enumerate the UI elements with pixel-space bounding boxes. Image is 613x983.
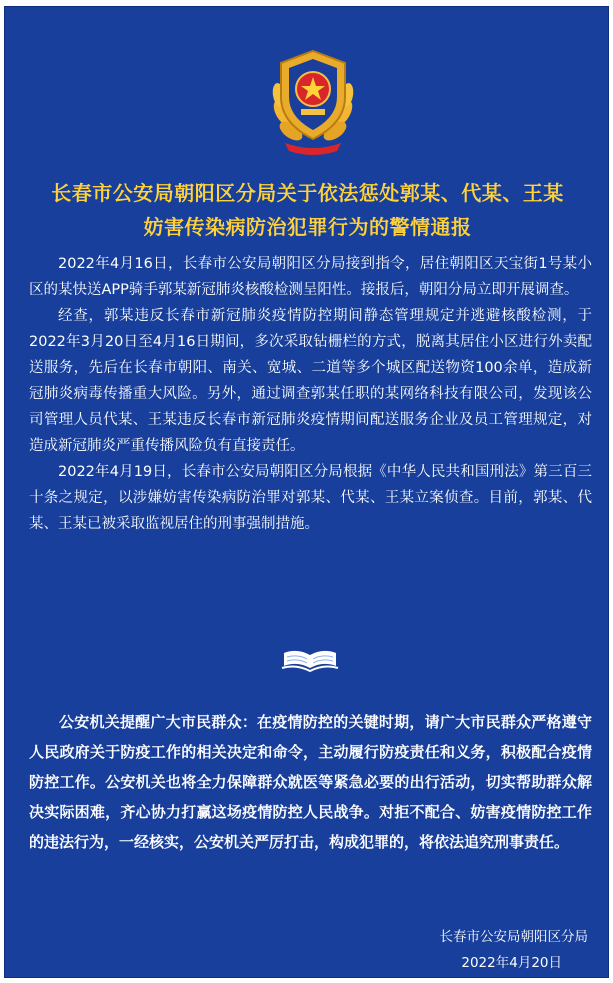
public-reminder: 公安机关提醒广大市民群众：在疫情防控的关键时期，请广大市民群众严格遵守人民政府关于防疫工作的相关决定和命令，主动履行防疫责任和义务，积极配合疫情防控工作。公安机关也将全力保障群众就医等紧急必要的出行活动，切实帮助群众解决实际困难，齐心协力打赢这场疫情防控人民战争。对拒不配合、妨害疫情防控工作的违法行为，一经核实，公安机关严厉打击，构成犯罪的，将依法追究刑事责任。 [29,713,592,851]
title-line-2: 妨害传染病防治犯罪行为的警情通报 [143,215,472,239]
body-paragraph-2: 经查，郭某违反长春市新冠肺炎疫情防控期间静态管理规定并逃避核酸检测，于2022年3月20日至4月16日期间，多次采取钻栅栏的方式，脱离其居住小区进行外卖配送服务，先后在长春市朝阳、南关、宽城、二道等多个城区配送物资100余单，造成新冠肺炎病毒传播重大风险。另外，通过调查郭某任职的某网络科技有限公司，发现该公司管理人员代某、王某违反长春市新冠肺炎疫情期间配送服务企业及员工管理规定，对造成新冠肺炎严重传播风险负有直接责任。 [29,308,592,454]
police-emblem-icon [265,45,361,157]
signature-org: 长春市公安局朝阳区分局 [439,929,588,945]
title-line-1: 长春市公安局朝阳区分局关于依法惩处郭某、代某、王某 [51,181,564,205]
signature-date: 2022年4月20日 [461,955,562,971]
notice-body [29,251,592,537]
body-paragraph-3: 2022年4月19日，长春市公安局朝阳区分局根据《中华人民共和国刑法》第三百三十条之规定，以涉嫌妨害传染病防治罪对郭某、代某、王某立案侦查。目前，郭某、代某、王某已被采取监视居住的刑事强制措施。 [29,464,592,532]
open-book-icon [281,647,339,673]
notice-poster [4,6,609,978]
body-paragraph-1: 2022年4月16日，长春市公安局朝阳区分局接到指令，居住朝阳区天宝街1号某小区的某快送APP骑手郭某新冠肺炎核酸检测呈阳性。接报后，朝阳分局立即开展调查。 [29,256,592,298]
notice-title [25,176,590,244]
